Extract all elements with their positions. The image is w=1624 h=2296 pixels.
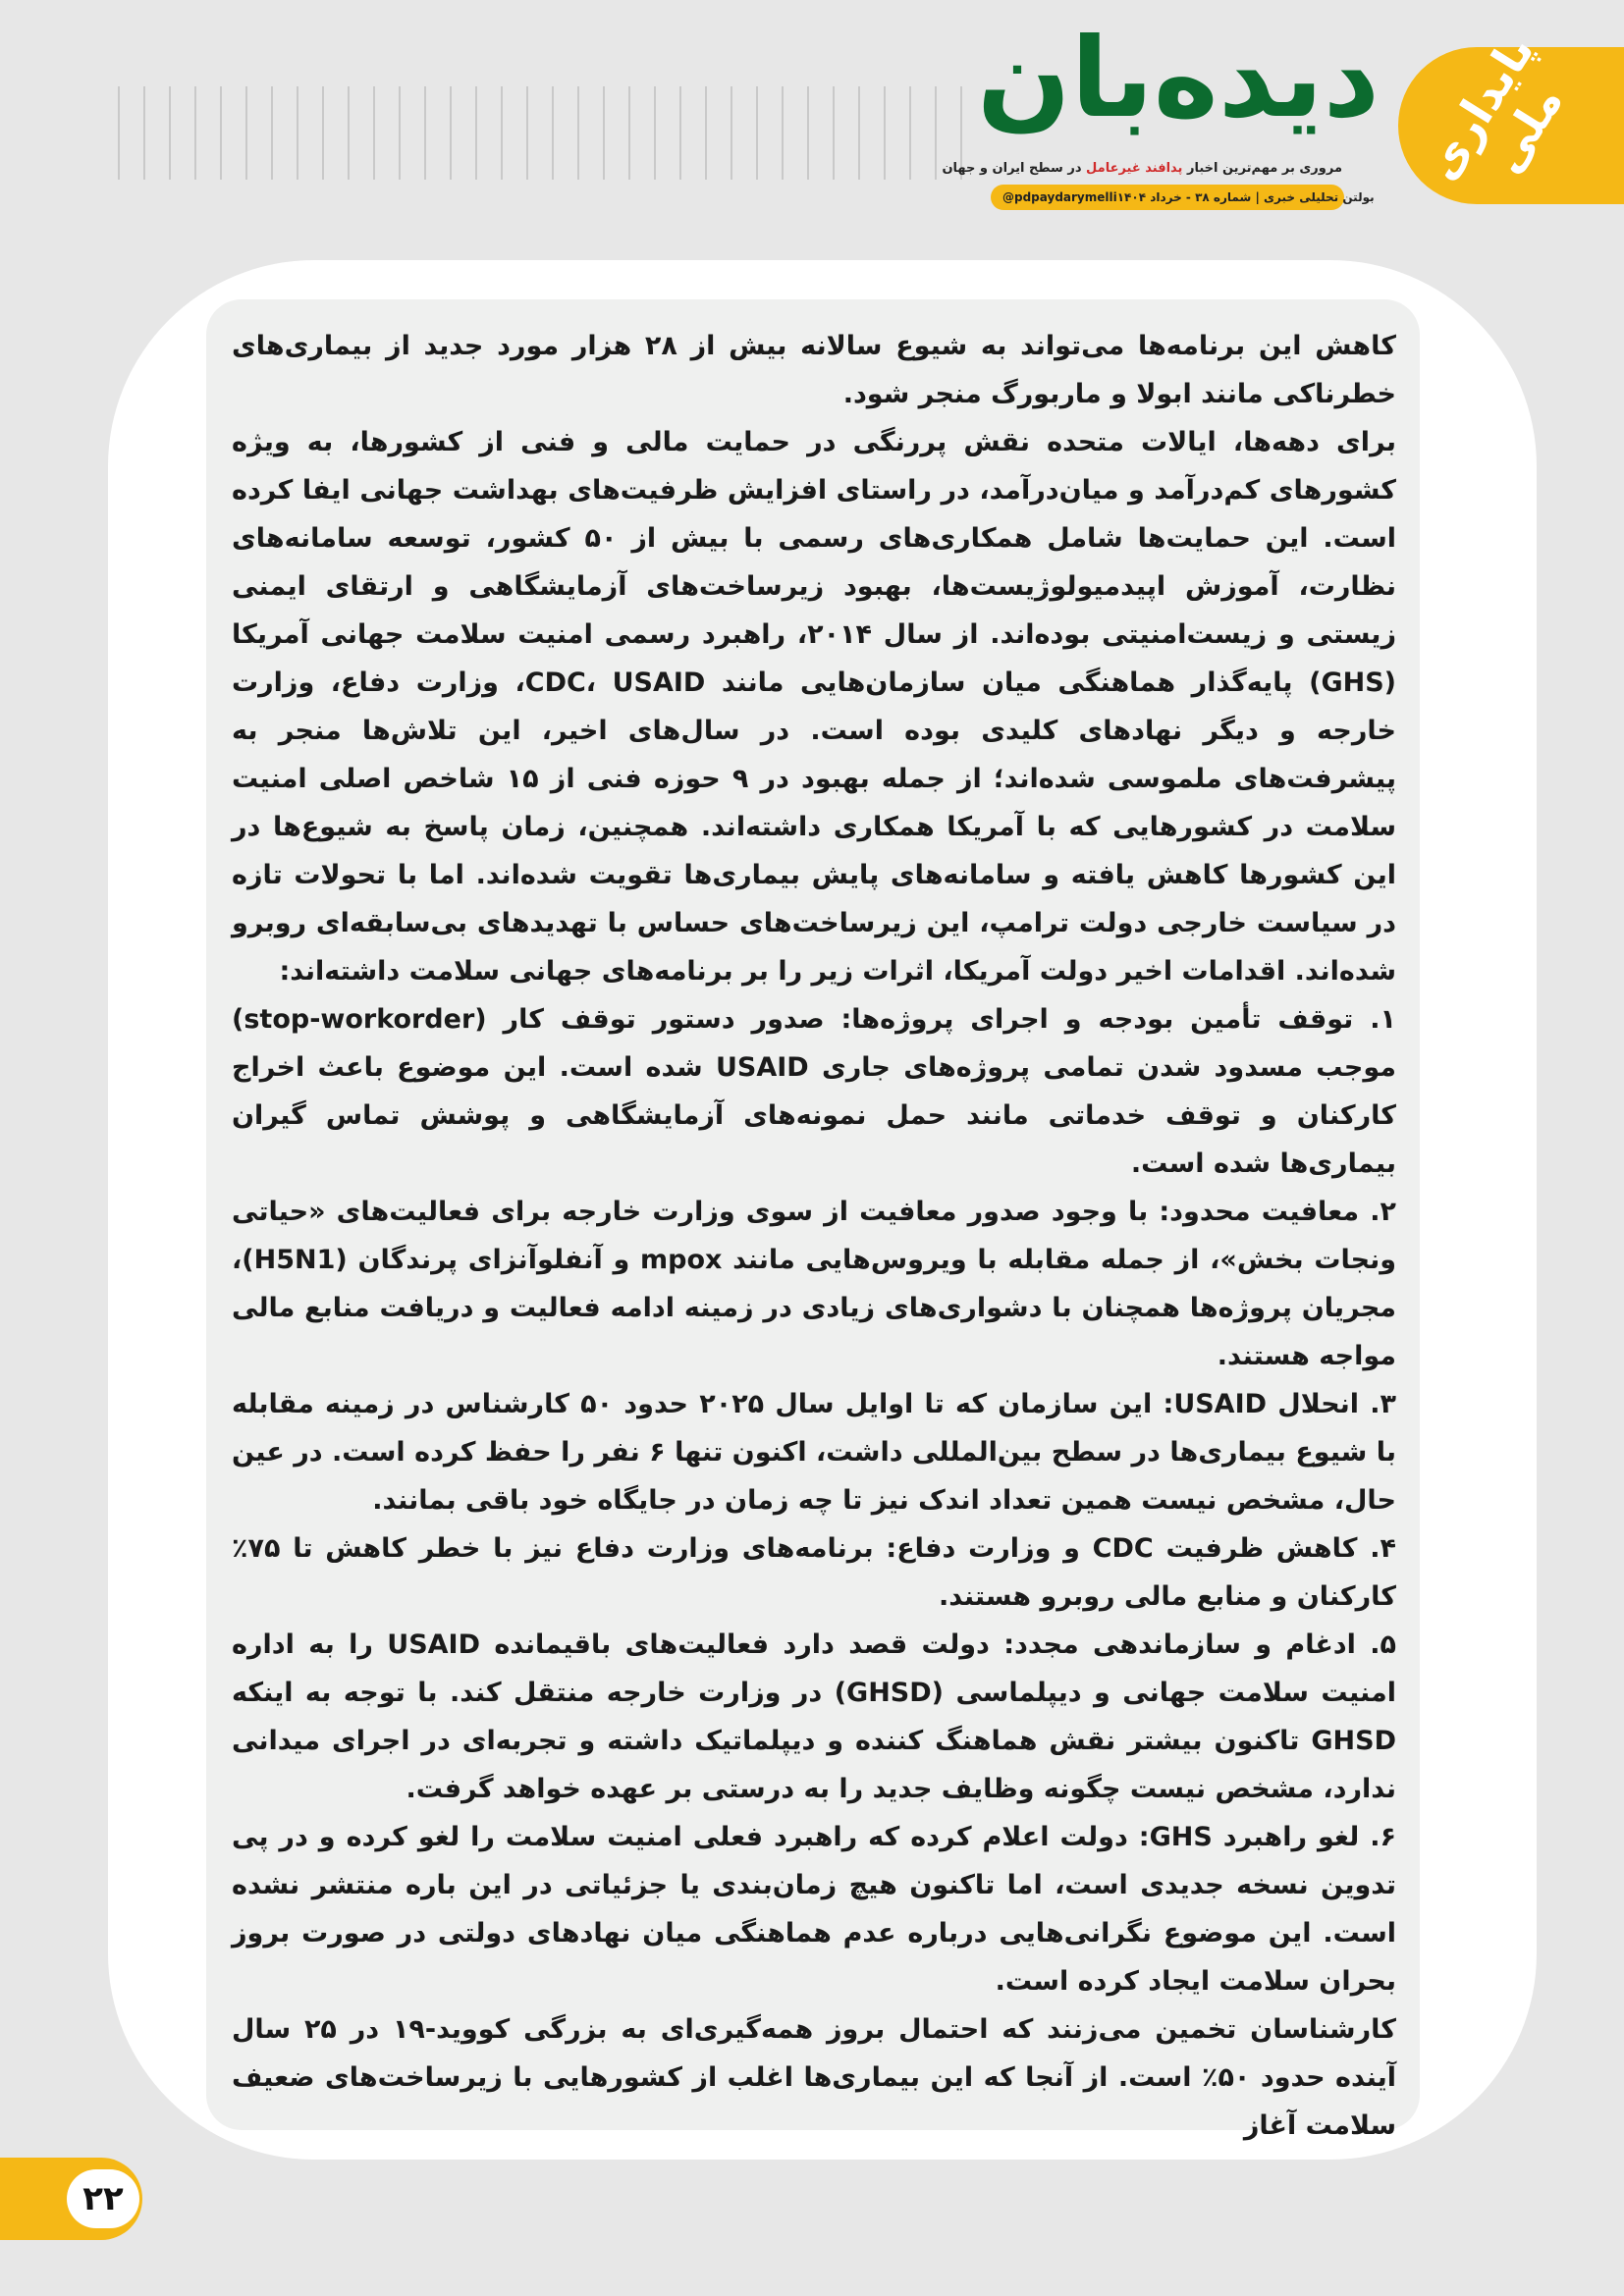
article-paragraph: ۱. توقف تأمین بودجه و اجرای پروژه‌ها: صدور دستور توقف کار (stop-workorder) موجب مسدود شدن تمامی پروژه‌های جاری USAID شده است. این موضوع باعث اخراج کارکنان و توقف خدماتی مانند حمل نمونه‌های آزمایشگاهی و پوشش تماس گیران بیماری‌ها شده است. bbox=[232, 1004, 1396, 1179]
subtitle-highlight: پدافند غیرعامل bbox=[1086, 161, 1183, 176]
article-paragraph: ۳. انحلال USAID: این سازمان که تا اوایل سال ۲۰۲۵ حدود ۵۰ کارشناس در زمینه مقابله با شیوع بیماری‌ها در سطح بین‌المللی داشت، اکنون تنها ۶ نفر را حفظ کرده است. در عین حال، مشخص نیست همین تعداد اندک نیز تا چه زمان در جایگاه خود باقی بمانند. bbox=[232, 1389, 1397, 1516]
article-paragraph: ۴. کاهش ظرفیت CDC و وزارت دفاع: برنامه‌های وزارت دفاع نیز با خطر کاهش تا ۷۵٪ کارکنان و منابع مالی روبرو هستند. bbox=[232, 1533, 1396, 1612]
masthead-subtitle bbox=[942, 161, 1342, 176]
article-paragraph: ۶. لغو راهبرد GHS: دولت اعلام کرده که راهبرد فعلی امنیت سلامت را لغو کرده و در پی تدوین نسخه جدیدی است، اما تاکنون هیچ زمان‌بندی یا جزئیاتی در این باره منتشر نشده است. این موضوع نگرانی‌هایی درباره عدم هماهنگی میان نهادهای دولتی در صورت بروز بحران سلامت ایجاد کرده است. bbox=[232, 1822, 1396, 1997]
decorative-stripes bbox=[118, 86, 962, 180]
article-paragraph: برای دهه‌ها، ایالات متحده نقش پررنگی در حمایت مالی و فنی از کشورها، به ویژه کشورهای کم‌درآمد و میان‌درآمد، در راستای افزایش ظرفیت‌های بهداشت جهانی ایفا کرده است. این حمایت‌ها شامل همکاری‌های رسمی با بیش از ۵۰ کشور، توسعه سامانه‌های نظارت، آموزش اپیدمیولوژیست‌ها، بهبود زیرساخت‌های آزمایشگاهی و ارتقای ایمنی زیستی و زیست‌امنیتی بوده‌اند. از سال ۲۰۱۴، راهبرد رسمی امنیت سلامت جهانی آمریکا (GHS) پایه‌گذار هماهنگی میان سازمان‌هایی مانند CDC، USAID، وزارت دفاع، وزارت خارجه و دیگر نهادهای کلیدی بوده است. در سال‌های اخیر، این تلاش‌ها منجر به پیشرفت‌های ملموسی شده‌اند؛ از جمله بهبود در ۹ حوزه فنی از ۱۵ شاخص اصلی امنیت سلامت در کشورهایی که با آمریکا همکاری داشته‌اند. همچنین، زمان پاسخ به شیوع‌ها در این کشورها کاهش یافته و سامانه‌های پایش بیماری‌ها تقویت شده‌اند. اما با تحولات تازه در سیاست خارجی دولت ترامپ، این زیرساخت‌های حساس با تهدیدهای بی‌سابقه‌ای روبرو شده‌اند. اقدامات اخیر دولت آمریکا، اثرات زیر را بر برنامه‌های جهانی سلامت داشته‌اند: bbox=[232, 427, 1397, 987]
masthead bbox=[942, 15, 1380, 206]
article-paragraph: کارشناسان تخمین می‌زنند که احتمال بروز همه‌گیری‌ای به بزرگی کووید-۱۹ در ۲۵ سال آینده حدود ۵۰٪ است. از آنجا که این بیماری‌ها اغلب از کشورهایی با زیرساخت‌های ضعیف سلامت آغاز bbox=[232, 2014, 1396, 2141]
article-paragraph: کاهش این برنامه‌ها می‌تواند به شیوع سالانه بیش از ۲۸ هزار مورد جدید از بیماری‌های خطرناکی مانند ابولا و ماربورگ منجر شود. bbox=[232, 331, 1396, 409]
page-header bbox=[0, 0, 1624, 226]
article-paragraph: ۵. ادغام و سازماندهی مجدد: دولت قصد دارد فعالیت‌های باقیمانده USAID را به اداره امنیت سلامت جهانی و دیپلماسی (GHSD) در وزارت خارجه منتقل کند. با توجه به اینکه GHSD تاکنون بیشتر نقش هماهنگ کننده و دیپلماتیک داشته و تجربه‌ای در اجرای میدانی ندارد، مشخص نیست چگونه وظایف جدید را به درستی بر عهده خواهد گرفت. bbox=[232, 1629, 1396, 1804]
masthead-title: دیده‌بان bbox=[977, 15, 1380, 142]
issue-bar bbox=[991, 185, 1375, 210]
brand-logo: پایداری ملی bbox=[1414, 26, 1574, 189]
subtitle-part: در سطح ایران و جهان bbox=[942, 161, 1087, 176]
article-paragraph: ۲. معافیت محدود: با وجود صدور معافیت از سوی وزارت خارجه برای فعالیت‌های «حیاتی ونجات بخش»، از جمله مقابله با ویروس‌هایی مانند mpox و آنفلوآنزای پرندگان (H5N1)، مجریان پروژه‌ها همچنان با دشواری‌های زیادی در زمینه ادامه فعالیت و دریافت منابع مالی مواجه هستند. bbox=[232, 1197, 1396, 1371]
issue-info: بولتن تحلیلی خبری | شماره ۳۸ - خرداد ۱۴۰۴ bbox=[1116, 190, 1375, 204]
page-number: ۲۲ bbox=[67, 2169, 139, 2228]
social-handle: @pdpaydarymelli bbox=[1002, 190, 1117, 204]
article-body bbox=[232, 322, 1396, 2150]
subtitle-part: مروری بر مهم‌ترین اخبار bbox=[1182, 161, 1342, 176]
